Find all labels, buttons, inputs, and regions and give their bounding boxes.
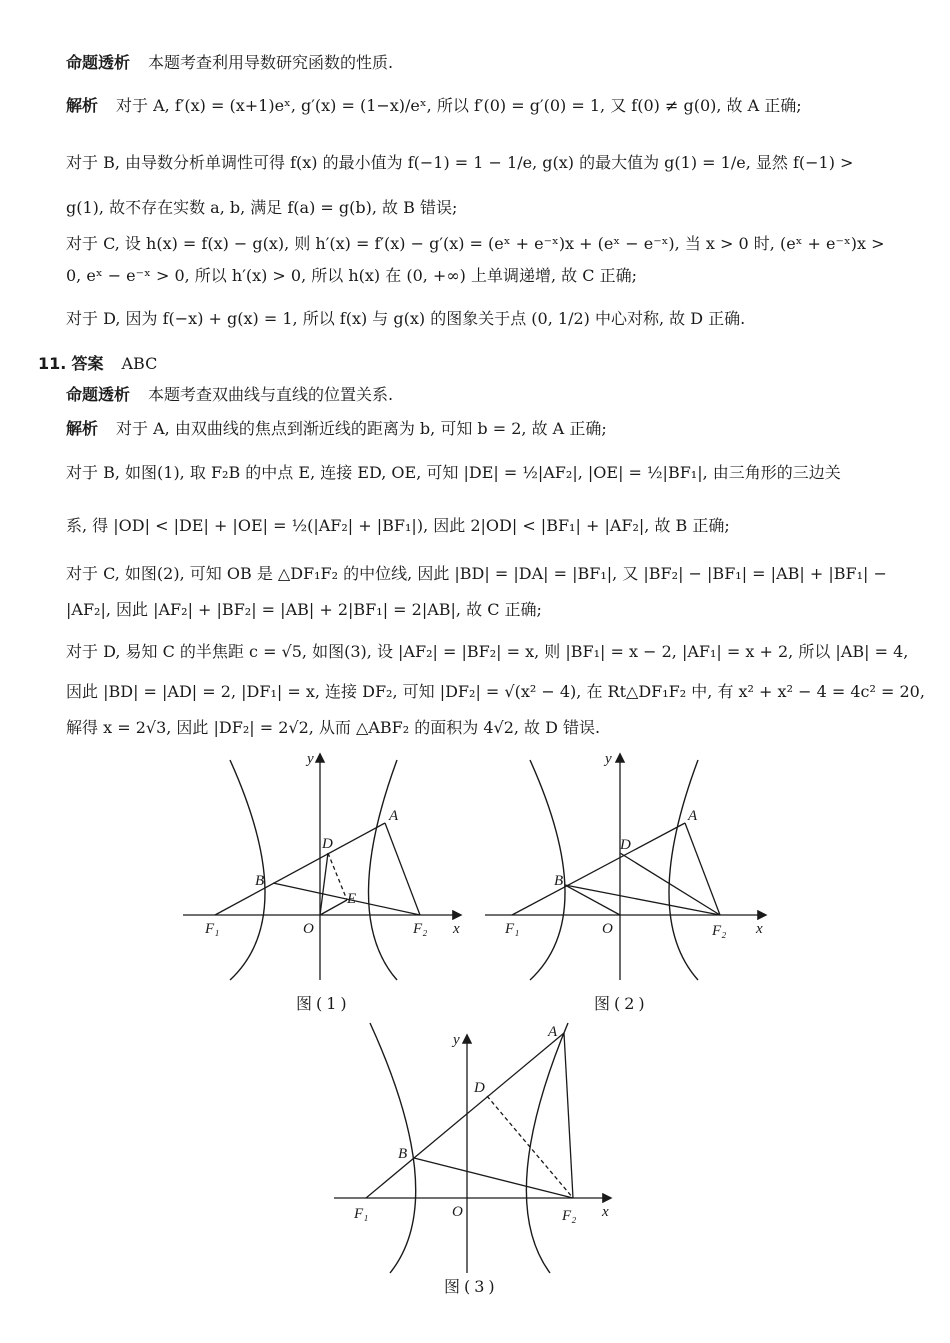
label-O: O xyxy=(452,1204,463,1220)
q11-line-7: 因此 |BD| = |AD| = 2, |DF₁| = x, 连接 DF₂, 可知 |DF₂| = √(x² − 4), 在 Rt△DF₁F₂ 中, 有 x² + x² − 4 = 4c² = 20, xyxy=(66,682,925,701)
line-O-D xyxy=(320,853,328,915)
line-F1-A xyxy=(512,823,685,915)
figure-2 xyxy=(480,745,780,985)
solution-text: 对于 A, f′(x) = (x+1)eˣ, g′(x) = (1−x)/eˣ, 所以 f′(0) = g′(0) = 1, 又 f(0) ≠ g(0), 故 A 正确; xyxy=(116,96,802,115)
q11-line-8: 解得 x = 2√3, 因此 |DF₂| = 2√2, 从而 △ABF₂ 的面积为 4√2, 故 D 错误. xyxy=(66,718,601,737)
q11-line-4: 对于 C, 如图(2), 可知 OB 是 △DF₁F₂ 的中位线, 因此 |BD| = |DA| = |BF₁|, 又 |BF₂| − |BF₁| = |AB| + |BF₁| − xyxy=(66,564,887,583)
q10-line-5: 0, eˣ − e⁻ˣ > 0, 所以 h′(x) > 0, 所以 h(x) 在 (0, +∞) 上单调递增, 故 C 正确; xyxy=(66,266,637,285)
left-branch xyxy=(530,760,565,980)
figure-2-caption: 图(2) xyxy=(594,994,649,1013)
left-branch xyxy=(370,1023,416,1273)
label-F2: F₂ xyxy=(413,921,428,937)
label-x: x xyxy=(602,1204,609,1220)
q11-answer xyxy=(38,356,157,372)
analysis-text: 本题考查利用导数研究函数的性质. xyxy=(148,53,394,72)
solution-text: 对于 A, 由双曲线的焦点到渐近线的距离为 b, 可知 b = 2, 故 A 正确; xyxy=(116,419,607,438)
q11-line-5: |AF₂|, 因此 |AF₂| + |BF₂| = |AB| + 2|BF₁| = 2|AB|, 故 C 正确; xyxy=(66,600,542,619)
left-branch xyxy=(230,760,265,980)
label-B: B xyxy=(554,873,564,889)
line-A-F2 xyxy=(685,823,720,915)
analysis-label: 命题透析 xyxy=(66,53,131,72)
label-O: O xyxy=(602,921,613,937)
label-F2: F₂ xyxy=(712,923,727,939)
label-F1: F₁ xyxy=(205,921,220,937)
line-F1-A xyxy=(366,1033,564,1198)
label-x: x xyxy=(756,921,763,937)
label-B: B xyxy=(398,1146,408,1162)
figure-1 xyxy=(175,745,475,985)
right-branch xyxy=(669,760,698,980)
q10-analysis xyxy=(66,55,393,71)
label-A: A xyxy=(548,1024,558,1040)
label-D: D xyxy=(620,837,631,853)
label-y: y xyxy=(453,1032,460,1048)
q10-line-3: g(1), 故不存在实数 a, b, 满足 f(a) = g(b), 故 B 错误; xyxy=(66,198,458,217)
line-B-F2 xyxy=(414,1158,573,1198)
label-A: A xyxy=(389,808,399,824)
analysis-label: 命题透析 xyxy=(66,385,131,404)
question-number: 11. xyxy=(38,354,67,373)
q11-line-3: 系, 得 |OD| < |DE| + |OE| = ½(|AF₂| + |BF₁|), 因此 2|OD| < |BF₁| + |AF₂|, 故 B 正确; xyxy=(66,516,730,535)
right-branch xyxy=(526,1023,568,1273)
label-D: D xyxy=(322,836,333,852)
line-O-E xyxy=(320,900,347,915)
q11-analysis xyxy=(66,387,393,403)
label-A: A xyxy=(688,808,698,824)
label-x: x xyxy=(453,921,460,937)
q10-line-6: 对于 D, 因为 f(−x) + g(x) = 1, 所以 f(x) 与 g(x) 的图象关于点 (0, 1/2) 中心对称, 故 D 正确. xyxy=(66,309,746,328)
answer-label: 答案 xyxy=(71,354,104,373)
label-F2: F₂ xyxy=(562,1208,577,1224)
label-E: E xyxy=(347,891,357,907)
figure-1-caption: 图(1) xyxy=(296,994,351,1013)
figure-3-caption: 图(3) xyxy=(444,1277,499,1296)
analysis-text: 本题考查双曲线与直线的位置关系. xyxy=(148,385,394,404)
line-A-F2 xyxy=(385,823,420,915)
label-y: y xyxy=(307,751,314,767)
q11-line-2: 对于 B, 如图(1), 取 F₂B 的中点 E, 连接 ED, OE, 可知 |DE| = ½|AF₂|, |OE| = ½|BF₁|, 由三角形的三边关 xyxy=(66,463,841,482)
q11-line-6: 对于 D, 易知 C 的半焦距 c = √5, 如图(3), 设 |AF₂| = |BF₂| = x, 则 |BF₁| = x − 2, |AF₁| = x + 2, 所以 |AB| = 4, xyxy=(66,642,909,661)
label-F1: F₁ xyxy=(354,1206,369,1222)
line-O-B xyxy=(565,885,620,915)
line-D-F2 xyxy=(487,1096,573,1198)
answer-value: ABC xyxy=(121,354,158,373)
solution-label: 解析 xyxy=(66,419,99,438)
q10-solution-line-1 xyxy=(66,98,802,114)
label-y: y xyxy=(605,751,612,767)
q10-line-2: 对于 B, 由导数分析单调性可得 f(x) 的最小值为 f(−1) = 1 − 1/e, g(x) 的最大值为 g(1) = 1/e, 显然 f(−1) > xyxy=(66,153,854,172)
q10-line-4: 对于 C, 设 h(x) = f(x) − g(x), 则 h′(x) = f′(x) − g′(x) = (eˣ + e⁻ˣ)x + (eˣ − e⁻ˣ), 当 x > 0 时, (eˣ + e⁻ˣ)x > xyxy=(66,234,885,253)
line-D-E xyxy=(328,853,347,900)
label-F1: F₁ xyxy=(505,921,520,937)
label-B: B xyxy=(255,873,265,889)
label-D: D xyxy=(474,1080,485,1096)
q11-solution-line-1 xyxy=(66,421,607,437)
label-O: O xyxy=(303,921,314,937)
line-A-F2 xyxy=(564,1033,573,1198)
solution-label: 解析 xyxy=(66,96,99,115)
right-branch xyxy=(369,760,398,980)
figure-3 xyxy=(330,1018,630,1276)
